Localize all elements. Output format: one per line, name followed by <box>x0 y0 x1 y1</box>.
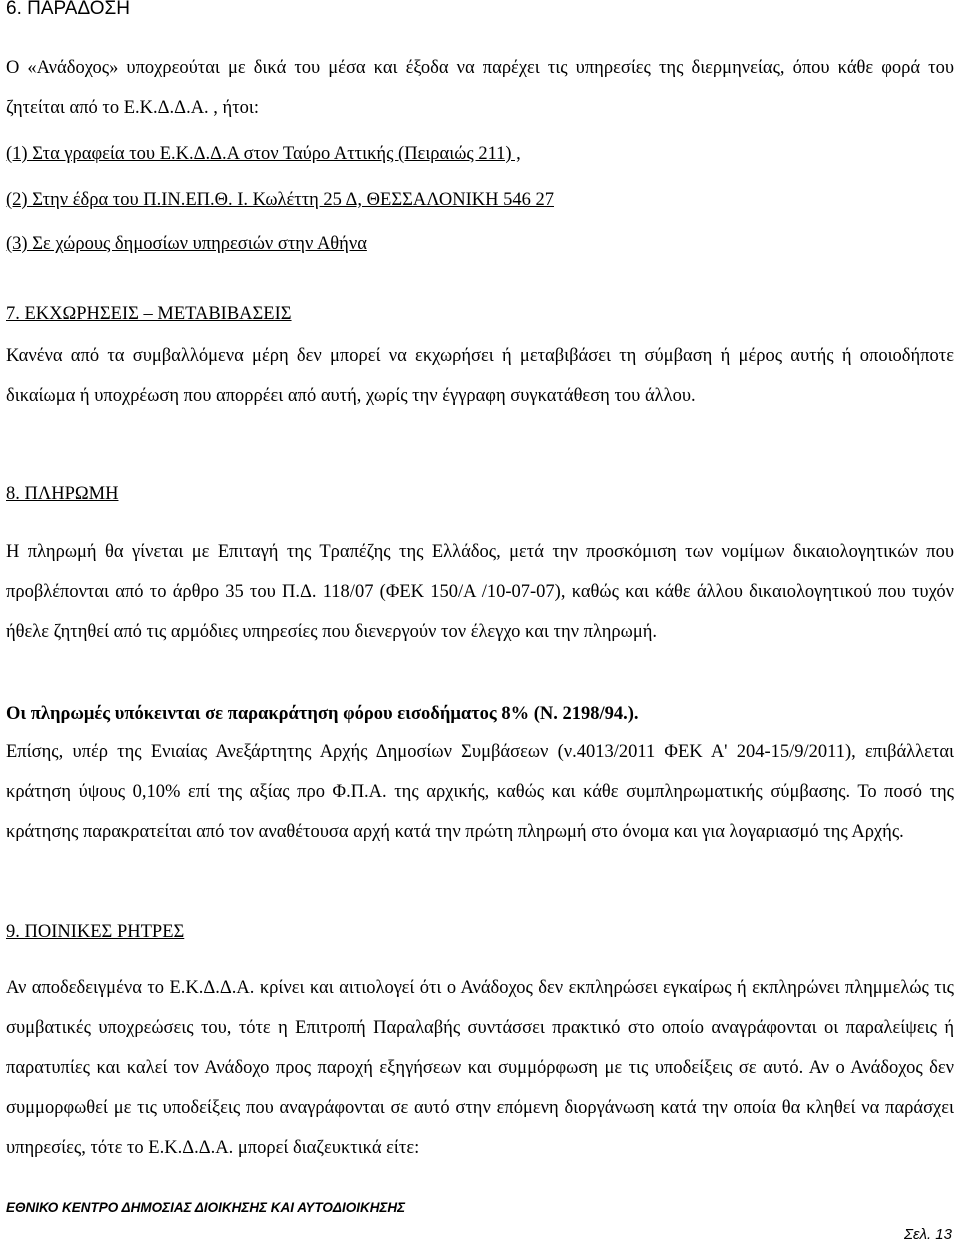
delivery-item-1-text: (1) Στα γραφεία του Ε.Κ.Δ.Δ.Α στον Ταύρο Αττικής (Πειραιώς 211) , <box>6 144 521 164</box>
section-9-title: 9. ΠΟΙΝΙΚΕΣ ΡΗΤΡΕΣ <box>6 922 185 942</box>
section-7-paragraph: Κανένα από τα συμβαλλόμενα μέρη δεν μπορεί να εκχωρήσει ή μεταβιβάσει τη σύμβαση ή μέρος αυτής ή οποιοδήποτε δικαίωμα ή υποχρέωση που απορρέει από αυτή, χωρίς την έγγραφη συγκατάθεση του άλλου. <box>6 346 954 406</box>
section-6-paragraph: Ο «Ανάδοχος» υποχρεούται με δικά του μέσα και έξοδα να παρέχει τις υπηρεσίες της διερμηνείας, όπου κάθε φορά του ζητείται από το Ε.Κ.Δ.Δ.Α. , ήτοι: <box>6 58 954 118</box>
page-number: Σελ. 13 <box>904 1226 952 1243</box>
section-9-paragraph: Αν αποδεδειγμένα το Ε.Κ.Δ.Δ.Α. κρίνει και αιτιολογεί ότι ο Ανάδοχος δεν εκπληρώσει εγκαίρως ή εκπληρώνει πλημμελώς τις συμβατικές υποχρεώσεις του, τότε η Επιτροπή Παραλαβής συντάσσει πρακτικό στο οποίο αναγράφονται οι παραλείψεις ή παρατυπίες και καλεί τον Ανάδοχο προς παροχή εξηγήσεων και συμμόρφωση με τις υποδείξεις σε αυτό. Αν ο Ανάδοχος δεν συμμορφωθεί με τις υποδείξεις που αναγράφονται σε αυτό στην επόμενη διοργάνωση κατά την οποία θα κληθεί να παράσχει υπηρεσίες, τότε το Ε.Κ.Δ.Δ.Α. μπορεί διαζευκτικά είτε: <box>6 978 954 1158</box>
delivery-item-3 <box>6 224 954 264</box>
section-8-paragraph-1: Η πληρωμή θα γίνεται με Επιταγή της Τραπέζης της Ελλάδος, μετά την προσκόμιση των νομίμων δικαιολογητικών που προβλέπονται από το άρθρο 35 του Π.Δ. 118/07 (ΦΕΚ 150/Α /10-07-07), καθώς και κάθε άλλου δικαιολογητικού που τυχόν ήθελε ζητηθεί από τις αρμόδιες υπηρεσίες που διενεργούν τον έλεγχο και την πληρωμή. <box>6 542 954 642</box>
delivery-item-1 <box>6 134 954 174</box>
section-7-title: 7. ΕΚΧΩΡΗΣΕΙΣ – ΜΕΤΑΒΙΒΑΣΕΙΣ <box>6 304 292 324</box>
section-8-bold-note: Οι πληρωμές υπόκεινται σε παρακράτηση φόρου εισοδήματος 8% (Ν. 2198/94.). <box>6 704 639 724</box>
footer-organization: ΕΘΝΙΚΟ ΚΕΝΤΡΟ ΔΗΜΟΣΙΑΣ ΔΙΟΙΚΗΣΗΣ ΚΑΙ ΑΥΤΟΔΙΟΙΚΗΣΗΣ <box>6 1200 406 1215</box>
section-8-paragraph-2: Επίσης, υπέρ της Ενιαίας Ανεξάρτητης Αρχής Δημοσίων Συμβάσεων (ν.4013/2011 ΦΕΚ Α' 204-15/9/2011), επιβάλλεται κράτηση ύψους 0,10% επί της αξίας προ Φ.Π.Α. της αρχικής, καθώς και κάθε συμπληρωματικής σύμβασης. Το ποσό της κράτησης παρακρατείται από τον αναθέτουσα αρχή κατά την πρώτη πληρωμή στο όνομα και για λογαριασμό της Αρχής. <box>6 742 954 842</box>
delivery-item-2-text: (2) Στην έδρα του Π.ΙΝ.ΕΠ.Θ. Ι. Κωλέττη 25 Δ, ΘΕΣΣΑΛΟΝΙΚΗ 546 27 <box>6 190 554 210</box>
delivery-item-3-text: (3) Σε χώρους δημοσίων υπηρεσιών στην Αθήνα <box>6 234 367 254</box>
section-8-title: 8. ΠΛΗΡΩΜΗ <box>6 484 119 504</box>
delivery-item-2 <box>6 180 954 220</box>
